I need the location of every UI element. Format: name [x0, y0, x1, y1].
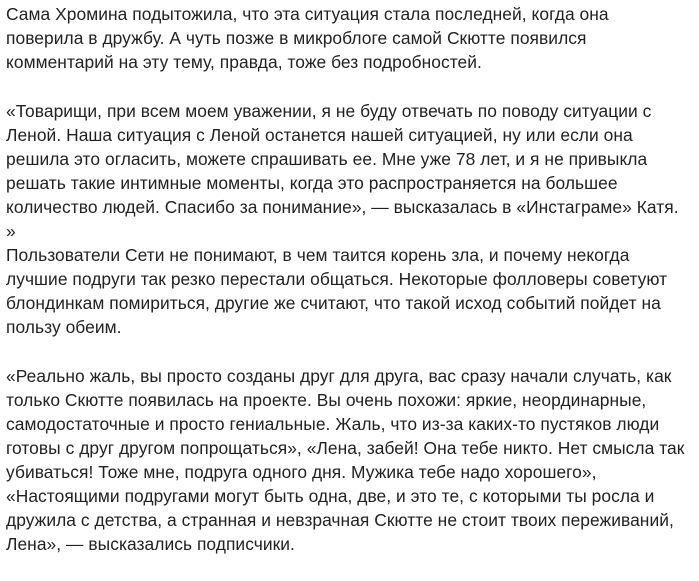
text-line: количество людей. Спасибо за понимание», — высказалась в «Инстаграме» Катя.: [6, 197, 679, 217]
paragraph-quote-katya: [6, 99, 696, 243]
paragraph-spacer: [6, 74, 696, 99]
paragraph-quote-subscribers: [6, 364, 696, 556]
paragraph-summary: [6, 0, 696, 74]
text-line: поверила в дружбу. А чуть позже в микроблоге самой Скютте появился: [6, 28, 587, 48]
text-line: лучшие подруги так резко перестали общаться. Некоторые фолловеры советуют: [6, 269, 668, 289]
paragraph-spacer: [6, 339, 696, 364]
text-line: только Скютте появилась на проекте. Вы очень похожи: яркие, неординарные,: [6, 390, 647, 410]
text-line: »: [6, 221, 16, 241]
text-line: решать такие интимные моменты, когда это распространяется на большее: [6, 173, 618, 193]
text-line: решила это огласить, можете спрашивать ее. Мне уже 78 лет, и я не привыкла: [6, 149, 648, 169]
text-line: готовы с друг другом попрощаться», «Лена, забей! Она тебе никто. Нет смысла так: [6, 438, 685, 458]
text-line: убиваться! Тоже мне, подруга одного дня. Мужика тебе надо хорошего»,: [6, 462, 597, 482]
text-line: «Настоящими подругами могут быть одна, две, и это те, с которыми ты росла и: [6, 486, 655, 506]
text-line: Сама Хромина подытожила, что эта ситуация стала последней, когда она: [6, 4, 609, 24]
text-line: Леной. Наша ситуация с Леной останется нашей ситуацией, ну или если она: [6, 125, 633, 145]
text-line: «Товарищи, при всем моем уважении, я не буду отвечать по поводу ситуации с: [6, 101, 652, 121]
text-line: дружила с детства, а странная и невзрачная Скютте не стоит твоих переживаний,: [6, 510, 674, 530]
text-line: блондинкам помириться, другие же считают, что такой исход событий пойдет на: [6, 293, 661, 313]
text-line: Лена», — высказались подписчики.: [6, 534, 295, 554]
text-line: «Реально жаль, вы просто созданы друг для друга, вас сразу начали случать, как: [6, 366, 672, 386]
text-line: самодостаточные и просто гениальные. Жаль, что из-за каких-то пустяков люди: [6, 414, 660, 434]
text-line: Пользователи Сети не понимают, в чем таится корень зла, и почему некогда: [6, 245, 630, 265]
text-line: пользу обеим.: [6, 317, 122, 337]
text-line: комментарий на эту тему, правда, тоже без подробностей.: [6, 52, 482, 72]
article-body: [6, 0, 696, 556]
paragraph-users-reaction: [6, 243, 696, 339]
